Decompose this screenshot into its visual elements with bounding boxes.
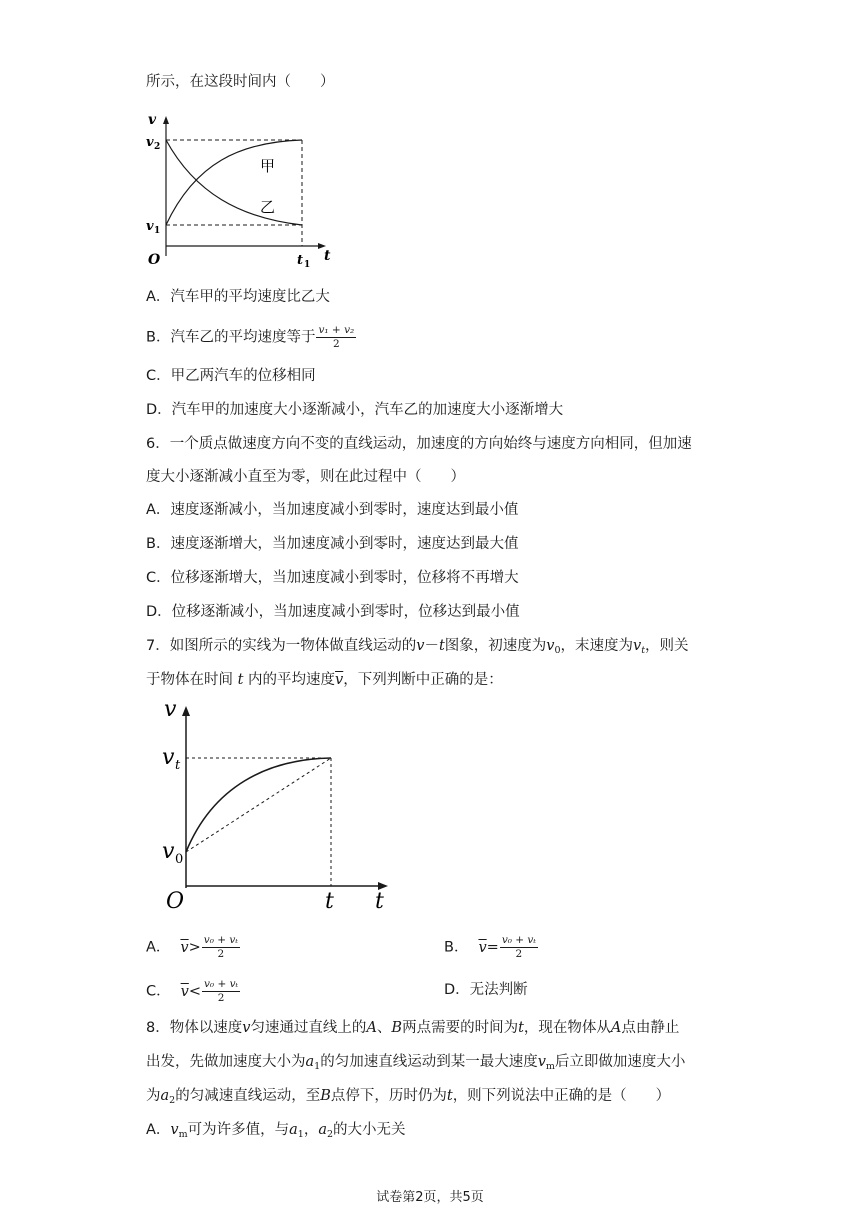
v0-sub: 0: [175, 852, 184, 867]
q7-option-b[interactable]: B． $\overline{v}=$ $\frac{\text{v₀ + vₜ}}{2}$: [444, 934, 536, 960]
v2-sub: 2: [154, 142, 161, 152]
q5-option-a[interactable]: A．汽车甲的平均速度比乙大: [146, 289, 330, 305]
q6-stem-line1: 6．一个质点做速度方向不变的直线运动，加速度的方向始终与速度方向相同，但加速: [146, 436, 692, 452]
y-axis-label: v: [164, 697, 177, 722]
x-axis-label: t: [375, 889, 384, 914]
t1-sub: 1: [304, 260, 311, 270]
origin-label: O: [166, 889, 185, 914]
q6-stem-line2: 度大小逐渐减小直至为零，则在此过程中（ ）: [146, 469, 465, 485]
q5-option-b-text: B．汽车乙的平均速度等于: [146, 329, 316, 346]
q7-stem-line1: 7．如图所示的实线为一物体做直线运动的v－t图象，初速度为$v_0$，末速度为$v_t$，则关: [146, 638, 689, 656]
q7-option-c[interactable]: C． $\overline{v}<$ $\frac{\text{v₀ + vₜ}}{2}$: [146, 978, 239, 1004]
question-continuation: 所示，在这段时间内（ ）: [146, 74, 335, 90]
q7-option-d[interactable]: D．无法判断: [444, 982, 528, 998]
q7-stem-line2: 于物体在时间 t 内的平均速度$\overline{v}$，下列判断中正确的是：: [146, 672, 503, 688]
q6-option-b[interactable]: B．速度逐渐增大，当加速度减小到零时，速度达到最大值: [146, 536, 519, 552]
q6-option-d[interactable]: D．位移逐渐减小，当加速度减小到零时，位移达到最小值: [146, 604, 520, 620]
q5-option-b[interactable]: [146, 324, 357, 351]
q8-stem-line1: 8．物体以速度v匀速通过直线上的A、B两点需要的时间为t，现在物体从A点由静止: [146, 1020, 680, 1036]
velocity-time-graph-1: [140, 108, 340, 270]
v2-label: v: [146, 135, 154, 150]
label-jia: 甲: [260, 157, 276, 175]
label-yi: 乙: [260, 198, 276, 216]
q8-stem-line3: 为$a_2$的匀减速直线运动，至B点停下，历时仍为t，则下列说法中正确的是（ ）: [146, 1088, 671, 1106]
q6-option-c[interactable]: C．位移逐渐增大，当加速度减小到零时，位移将不再增大: [146, 570, 519, 586]
fraction: $\frac{\text{v₁ + v₂}}{2}$: [318, 324, 355, 350]
curve-yi: [166, 140, 302, 225]
q6-option-a[interactable]: A．速度逐渐减小，当加速度减小到零时，速度达到最小值: [146, 502, 519, 518]
x-axis-label: t: [324, 248, 331, 264]
q8-stem-line2: 出发，先做加速度大小为$a_1$的匀加速直线运动到某一最大速度$v_m$后立即做加速度大小: [146, 1054, 686, 1072]
q7-option-a[interactable]: A． $\overline{v}>$ $\frac{\text{v₀ + vₜ}}{2}$: [146, 934, 238, 960]
velocity-time-graph-2: [158, 696, 398, 916]
q5-option-c[interactable]: C．甲乙两汽车的位移相同: [146, 368, 316, 384]
q8-option-a[interactable]: A．$v_m$可为许多值，与$a_1$，$a_2$的大小无关: [146, 1122, 406, 1140]
page-footer: 试卷第2页，共5页: [376, 1190, 484, 1205]
chord-line: [186, 758, 331, 852]
v1-sub: 1: [154, 226, 161, 236]
q5-option-d[interactable]: D．汽车甲的加速度大小逐渐减小，汽车乙的加速度大小逐渐增大: [146, 402, 564, 418]
origin-label: O: [148, 252, 161, 268]
curve-jia: [166, 140, 302, 225]
vt-label: v: [162, 745, 175, 770]
y-axis-label: v: [148, 112, 157, 128]
t1-label: t: [297, 253, 304, 268]
vt-sub: t: [175, 758, 181, 773]
v1-label: v: [146, 219, 154, 234]
t-mark-label: t: [325, 889, 334, 914]
v0-label: v: [162, 839, 175, 864]
